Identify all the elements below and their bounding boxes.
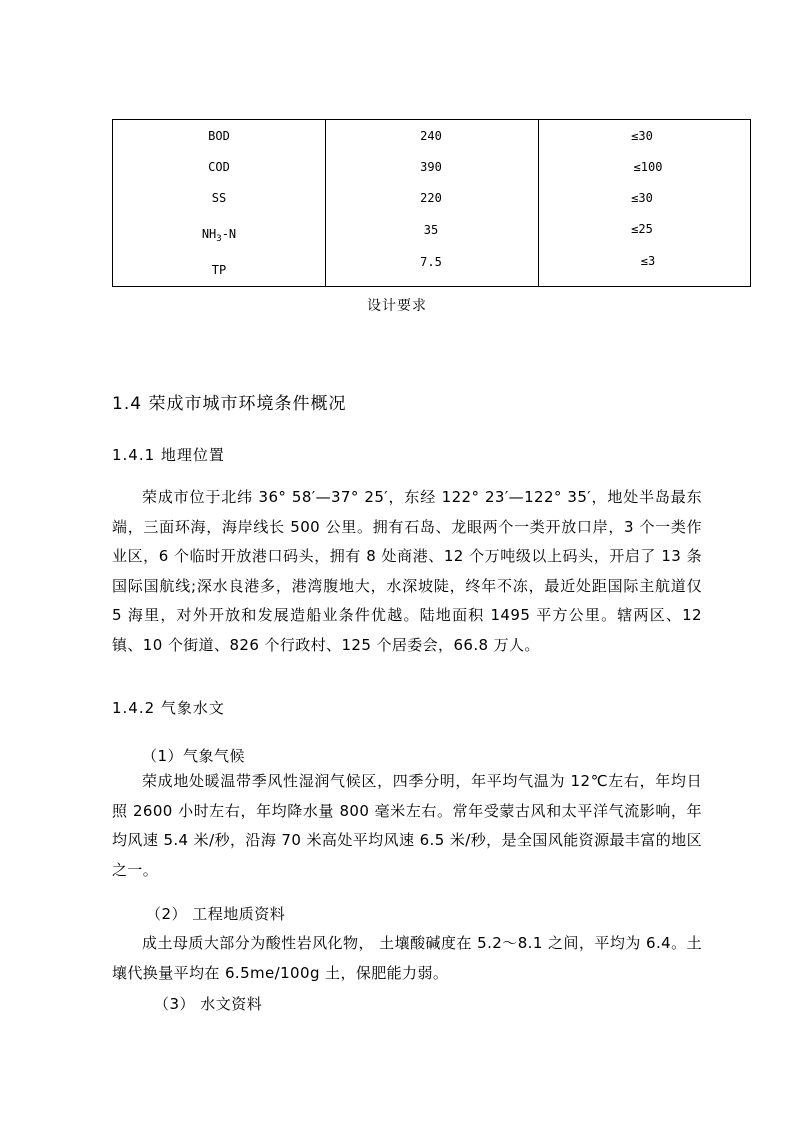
table-cell-effluent: ≤25 [631,222,653,236]
table-cell-param: COD [208,160,230,174]
water-quality-table [112,119,751,287]
subsection-climate-label: （1）气象气候 [142,747,246,765]
table-cell-effluent: ≤30 [631,191,653,205]
subsection-hydrology-label: （3） 水文资料 [154,995,263,1013]
nh3-tail: -N [221,227,237,241]
section-heading-1-4-1: 1.4.1 地理位置 [112,446,225,464]
table-cell-influent: 220 [420,191,442,205]
geography-paragraph: 荣成市位于北纬 36° 58′—37° 25′，东经 122° 23′—122° 35′，地处半岛最东端，三面环海，海岸线长 500 公里。拥有石岛、龙眼两个一类开放口岸，3 个一类作业区，6 个临时开放港口码头，拥有 8 处商港、12 个万吨级以上码头，开启了 13 条国际国航线;深水良港多，港湾腹地大，水深坡陡，终年不冻，最近处距国际主航道仅 5 海里，对外开放和发展造船业条件优越。陆地面积 1495 平方公里。辖两区、12 镇、10 个街道、826 个行政村、125 个居委会，66.8 万人。 [112,488,702,654]
table-caption: 设计要求 [367,298,427,314]
table-cell-influent: 390 [420,160,442,174]
table-column-divider [325,120,326,286]
table-cell-param: SS [211,191,227,205]
table-cell-param: BOD [208,129,230,143]
table-cell-param: TP [211,263,227,277]
table-cell-effluent: ≤30 [631,129,653,143]
section-heading-1-4: 1.4 荣成市城市环境条件概况 [112,394,347,414]
table-cell-influent: 35 [423,223,439,237]
nh3-main: NH [201,227,217,241]
table-cell-effluent: ≤100 [633,160,663,174]
nh3-subscript: 3 [216,234,222,244]
table-cell-influent: 7.5 [420,255,442,269]
climate-paragraph: 荣成地处暖温带季风性湿润气候区，四季分明，年平均气温为 12℃左右，年均日照 2600 小时左右，年均降水量 800 毫米左右。常年受蒙古风和太平洋气流影响，年均风速 5.4 米/秒，沿海 70 米高处平均风速 6.5 米/秒，是全国风能资源最丰富的地区之一。 [112,772,702,879]
table-cell-param [201,227,237,244]
subsection-geology-label: （2） 工程地质资料 [146,905,286,923]
table-column-divider [538,120,539,286]
table-cell-influent: 240 [420,129,442,143]
table-cell-effluent: ≤3 [640,254,656,268]
geology-paragraph: 成土母质大部分为酸性岩风化物， 土壤酸碱度在 5.2～8.1 之间，平均为 6.4。土壤代换量平均在 6.5me/100g 土，保肥能力弱。 [112,934,702,982]
section-heading-1-4-2: 1.4.2 气象水文 [112,699,225,717]
